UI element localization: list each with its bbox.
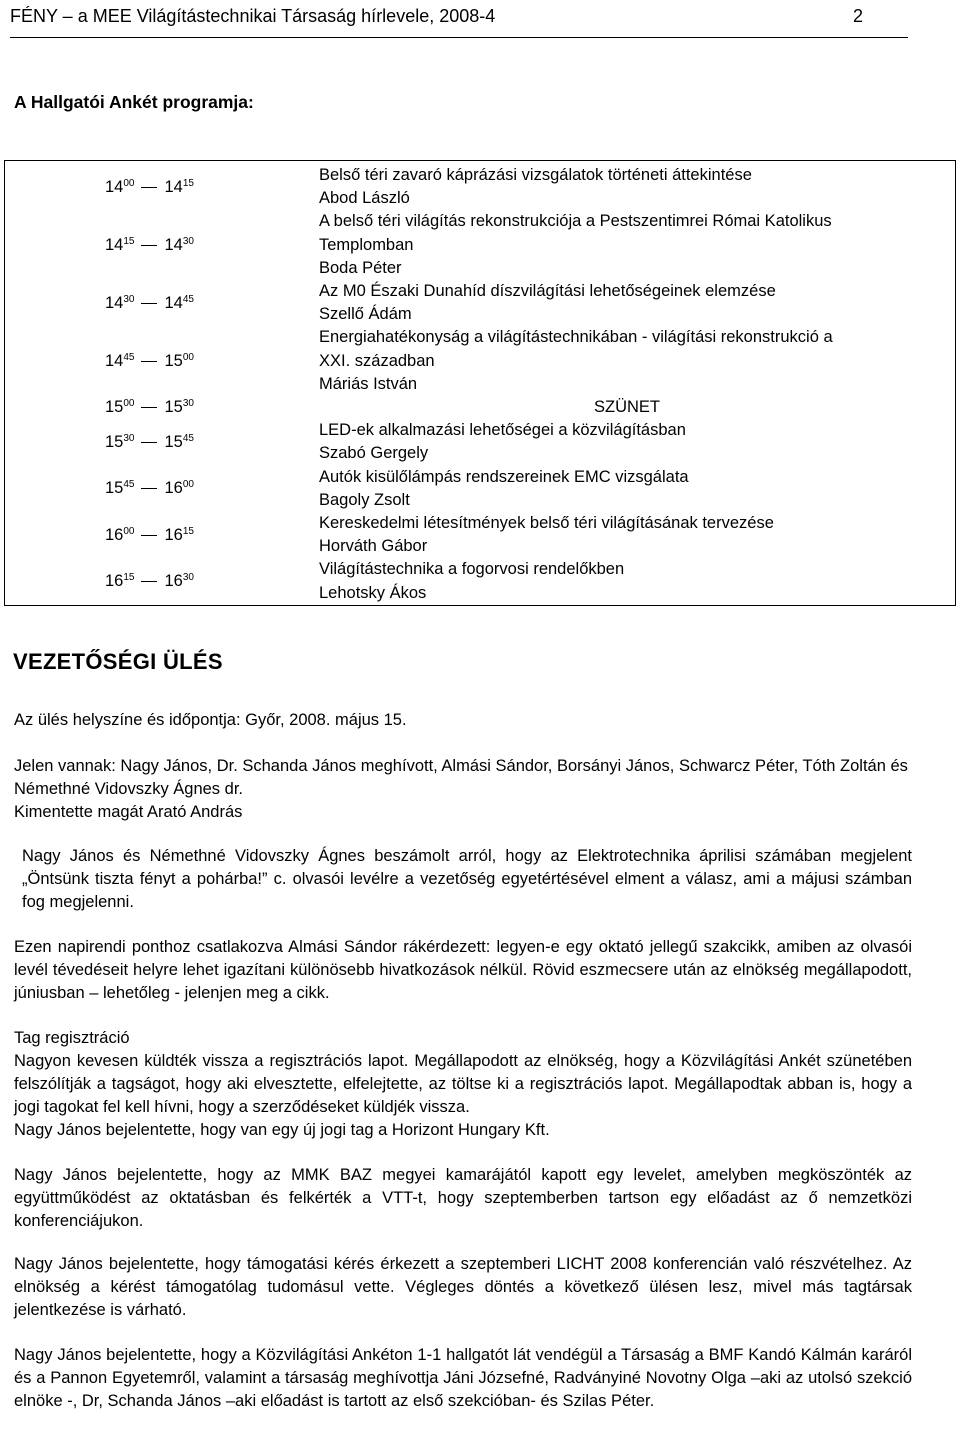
time-cell [5,280,312,326]
paragraph-6 [14,1344,912,1413]
time-cell [5,558,312,605]
start-minute: 15 [123,235,135,247]
time-cell [5,396,312,419]
dash [141,442,157,443]
talk-title: A belső téri világítás rekonstrukciója a Pestszentimrei Római Katolikus [319,212,832,231]
end-hour: 16 [164,572,183,591]
start-minute: 00 [123,398,135,410]
paragraph-4 [14,1164,912,1233]
end-minute: 00 [182,351,194,363]
dash [141,303,157,304]
start-hour: 14 [105,293,124,312]
presenter-name: Szabó Gergely [319,444,429,463]
presenter-name: Máriás István [319,374,418,393]
start-hour: 14 [105,235,124,254]
talk-title: Világítástechnika a fogorvosi rendelőkben [319,560,625,579]
talk-title: Belső téri zavaró káprázási vizsgálatok történeti áttekintése [319,166,752,184]
time-cell [5,466,312,512]
end-hour: 15 [164,398,183,417]
program-row [5,161,956,211]
session-cell [311,396,956,419]
start-hour: 15 [105,432,124,451]
dash [141,361,157,362]
talk-title: XXI. században [319,351,435,370]
meeting-location [14,709,912,732]
start-minute: 00 [123,525,135,537]
talk-title: Energiahatékonyság a világítástechnikában - világítási rekonstrukció a [319,328,833,347]
break-label: SZÜNET [594,398,660,417]
session-cell [311,466,956,512]
end-minute: 30 [182,572,194,584]
page-number: 2 [852,6,863,26]
paragraph-1 [14,845,912,914]
program-row [5,558,956,605]
dash [141,245,157,246]
presenter-name: Boda Péter [319,258,402,277]
start-minute: 45 [123,351,135,363]
program-table [4,160,956,606]
paragraph-1-text: Nagy János és Némethné Vidovszky Ágnes beszámolt arról, hogy az Elektrotechnika áprilisi számában megjelent „Öntsünk tiszta fényt a pohárba!” c. olvasói levélre a vezetőség egyetértésével elment a válasz, ami a májusi számban fog megjelenni. [22,847,912,911]
time-cell [5,512,312,558]
session-cell [311,512,956,558]
paragraph-2 [14,936,912,1005]
paragraph-5-text: Nagy János bejelentette, hogy támogatási kérés érkezett a szeptemberi LICHT 2008 konferencián való részvételhez. Az elnökség a kérést támogatólag tudomásul vette. Végleges döntés a következő ülésen lesz, mivel más tagtársak jelentkezése is várható. [14,1255,912,1319]
end-hour: 14 [164,293,183,312]
paragraph-2-text: Ezen napirendi ponthoz csatlakozva Almási Sándor rákérdezett: legyen-e egy oktató jellegű szakcikk, amiben az olvasói levél tévedéseit helyre lehet igazítani különösebb hivatkozások nélkül. Rövid eszmecsere után az elnökség megállapodott, júniusban – lehetőleg - jelenjen meg a cikk. [14,938,912,1002]
presenter-name: Szellő Ádám [319,305,412,324]
start-hour: 15 [105,398,124,417]
dash [141,581,157,582]
attendance-block [14,755,912,824]
start-minute: 30 [123,293,135,305]
end-minute: 45 [182,293,194,305]
time-cell [5,419,312,465]
talk-title: Kereskedelmi létesítmények belső téri világításának tervezése [319,514,774,533]
program-row [5,280,956,326]
end-hour: 14 [164,177,183,196]
dash [141,535,157,536]
end-hour: 15 [164,432,183,451]
start-minute: 30 [123,432,135,444]
session-cell [311,161,956,211]
end-minute: 15 [182,177,194,189]
time-cell [5,326,312,396]
paragraph-5 [14,1253,912,1322]
program-row [5,419,956,465]
dash [141,187,157,188]
session-cell [311,326,956,396]
program-row [5,512,956,558]
end-hour: 15 [164,351,183,370]
start-hour: 15 [105,479,124,498]
program-row [5,466,956,512]
presenter-name: Horváth Gábor [319,537,428,556]
talk-title: Templomban [319,235,414,254]
section-title: VEZETŐSÉGI ÜLÉS [13,649,223,674]
dash [141,407,157,408]
talk-title: Autók kisülőlámpás rendszereinek EMC vizsgálata [319,467,689,486]
program-row [5,210,956,280]
presenter-name: Abod László [319,189,410,208]
end-hour: 14 [164,235,183,254]
start-hour: 14 [105,177,124,196]
paragraph-4-text: Nagy János bejelentette, hogy az MMK BAZ megyei kamarájától kapott egy levelet, amelyben megköszönték az együttműködést az oktatásban és felkérték a VTT-t, hogy szeptemberben tartson egy előadást az ő nemzetközi konferenciájukon. [14,1166,912,1230]
start-hour: 16 [105,525,124,544]
end-minute: 30 [182,398,194,410]
paragraph-3-heading: Tag regisztráció [14,1029,130,1047]
session-cell [311,210,956,280]
paragraph-3 [14,1027,912,1142]
session-cell [311,419,956,465]
program-row [5,396,956,419]
time-cell [5,210,312,280]
start-minute: 45 [123,479,135,491]
talk-title: Az M0 Északi Dunahíd díszvilágítási lehetőségeinek elemzése [319,282,776,301]
start-hour: 14 [105,351,124,370]
end-hour: 16 [164,479,183,498]
time-cell [5,161,312,211]
start-minute: 15 [123,572,135,584]
start-hour: 16 [105,572,124,591]
program-title: A Hallgatói Ankét programja: [14,92,254,112]
end-minute: 15 [182,525,194,537]
page-header [10,4,908,38]
presenter-name: Bagoly Zsolt [319,490,410,509]
end-minute: 30 [182,235,194,247]
program-row [5,326,956,396]
end-minute: 45 [182,432,194,444]
header-title: FÉNY – a MEE Világítástechnikai Társaság hírlevele, 2008-4 [10,6,496,26]
talk-title: LED-ek alkalmazási lehetőségei a közvilágításban [319,421,686,440]
paragraph-3-text: Nagyon kevesen küldték vissza a regisztrációs lapot. Megállapodott az elnökség, hogy a Közvilágítási Ankét szünetében felszólítják a tagságot, hogy aki elvesztette, elfelejtette, az töltse ki a regisztrációs lapot. Megállapodtak abban is, hogy a jogi tagokat fel kell hívni, hogy a szerződéseket küldjék vissza. [14,1052,912,1116]
present-text: Jelen vannak: Nagy János, Dr. Schanda János meghívott, Almási Sándor, Borsányi János, Schwarcz Péter, Tóth Zoltán és Némethné Vidovszky Ágnes dr. [14,757,908,798]
location-text: Az ülés helyszíne és időpontja: Győr, 2008. május 15. [14,711,407,729]
presenter-name: Lehotsky Ákos [319,583,427,602]
paragraph-6-text: Nagy János bejelentette, hogy a Közvilágítási Ankéton 1-1 hallgatót lát vendégül a Társaság a BMF Kandó Kálmán karáról és a Pannon Egyetemről, valamint a társaság meghívottja Jáni Józsefné, Radványiné Novotny Olga –aki az utolsó szekció elnöke -, Dr, Schanda János –aki előadást is tartott az első szekcióban- és Szilas Péter. [14,1346,912,1410]
session-cell [311,280,956,326]
end-hour: 16 [164,525,183,544]
start-minute: 00 [123,177,135,189]
session-cell [311,558,956,605]
excused-text: Kimentette magát Arató András [14,803,243,821]
paragraph-3-last: Nagy János bejelentette, hogy van egy új jogi tag a Horizont Hungary Kft. [14,1121,550,1139]
dash [141,488,157,489]
end-minute: 00 [182,479,194,491]
